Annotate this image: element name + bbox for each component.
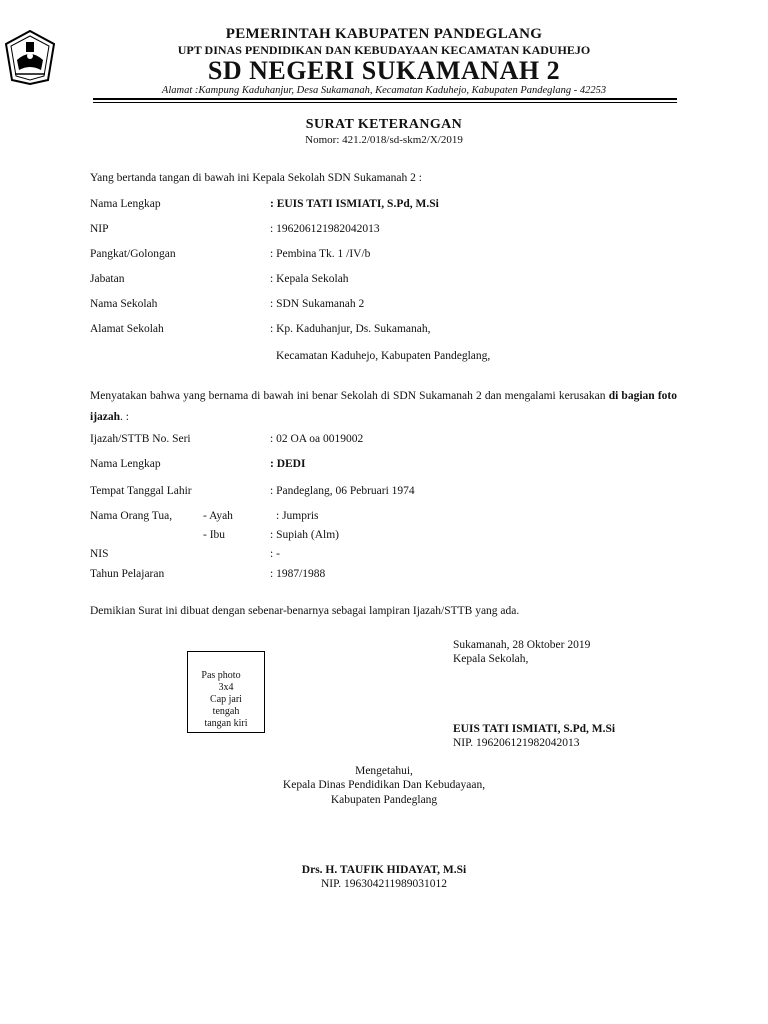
photo-line: tangan kiri	[204, 718, 248, 729]
field-label: Nama Lengkap	[90, 458, 161, 470]
field-label: NIP	[90, 223, 109, 235]
nis-label: NIS	[90, 548, 109, 560]
field-value: : Kepala Sekolah	[270, 273, 349, 285]
field-value: : 196206121982042013	[270, 223, 380, 235]
photo-line: tengah	[212, 706, 240, 717]
field-label: Tempat Tanggal Lahir	[90, 485, 192, 497]
mother-value: : Supiah (Alm)	[270, 529, 339, 541]
father-label: - Ayah	[203, 510, 233, 522]
field-value: : DEDI	[270, 458, 306, 470]
signature-nip: NIP. 196206121982042013	[453, 737, 580, 749]
address-continuation: Kecamatan Kaduhejo, Kabupaten Pandeglang,	[276, 350, 491, 362]
photo-placeholder-box	[187, 651, 265, 733]
letterhead-school: SD NEGERI SUKAMANAH 2	[207, 56, 561, 85]
field-value: : Pembina Tk. 1 /IV/b	[270, 248, 371, 260]
nis-value: : -	[270, 548, 280, 560]
field-value: : SDN Sukamanah 2	[270, 298, 365, 310]
letterhead-rule-thin	[93, 102, 677, 103]
parents-label: Nama Orang Tua,	[90, 510, 173, 522]
field-label: Nama Lengkap	[90, 198, 161, 210]
statement-paragraph	[90, 386, 677, 428]
letterhead-rule-thick	[93, 98, 677, 100]
field-value: : EUIS TATI ISMIATI, S.Pd, M.Si	[270, 198, 439, 210]
letter-title: SURAT KETERANGAN	[305, 117, 463, 132]
field-value: : 02 OA oa 0019002	[270, 433, 364, 445]
statement-text: Menyatakan bahwa yang bernama di bawah ini benar Sekolah di SDN Sukamanah 2 dan mengalami kerusakan	[90, 390, 609, 402]
field-label: Alamat Sekolah	[90, 323, 164, 335]
year-value: : 1987/1988	[270, 568, 326, 580]
statement-emphasis: di bagian foto ijazah	[90, 390, 677, 423]
signature-place-date: Sukamanah, 28 Oktober 2019	[453, 639, 591, 651]
father-value: : Jumpris	[276, 510, 319, 522]
letterhead-government: PEMERINTAH KABUPATEN PANDEGLANG	[225, 26, 543, 42]
ack-heading: Mengetahui,	[355, 765, 413, 777]
field-label: Ijazah/STTB No. Seri	[90, 433, 191, 445]
field-label: Nama Sekolah	[90, 298, 158, 310]
photo-line: Pas photo	[201, 670, 241, 681]
intro-text: Yang bertanda tangan di bawah ini Kepala Sekolah SDN Sukamanah 2 :	[90, 172, 422, 184]
letterhead-address: Alamat :Kampung Kaduhanjur, Desa Sukamanah, Kecamatan Kaduhejo, Kabupaten Pandeglang - 42253	[161, 85, 607, 96]
letterhead-unit: UPT DINAS PENDIDIKAN DAN KEBUDAYAAN KECAMATAN KADUHEJO	[177, 43, 591, 57]
mother-label: - Ibu	[203, 529, 226, 541]
signature-name: EUIS TATI ISMIATI, S.Pd, M.Si	[453, 723, 616, 735]
field-value: : Kp. Kaduhanjur, Ds. Sukamanah,	[270, 323, 431, 335]
year-label: Tahun Pelajaran	[90, 568, 165, 580]
statement-tail: . :	[120, 411, 129, 423]
field-label: Pangkat/Golongan	[90, 248, 176, 260]
photo-line: Cap jari	[210, 694, 242, 705]
photo-line: 3x4	[218, 682, 234, 693]
letter-number: Nomor: 421.2/018/sd-skm2/X/2019	[305, 134, 463, 146]
signature-position: Kepala Sekolah,	[453, 653, 529, 665]
ack-nip: NIP. 196304211989031012	[320, 878, 448, 890]
closing-text: Demikian Surat ini dibuat dengan sebenar-benarnya sebagai lampiran Ijazah/STTB yang ada.	[90, 605, 520, 617]
field-label: Jabatan	[90, 273, 125, 285]
ack-name: Drs. H. TAUFIK HIDAYAT, M.Si	[301, 864, 467, 876]
ack-position: Kepala Dinas Pendidikan Dan Kebudayaan,	[282, 779, 486, 791]
ack-region: Kabupaten Pandeglang	[330, 794, 438, 806]
field-value: : Pandeglang, 06 Pebruari 1974	[270, 485, 415, 497]
